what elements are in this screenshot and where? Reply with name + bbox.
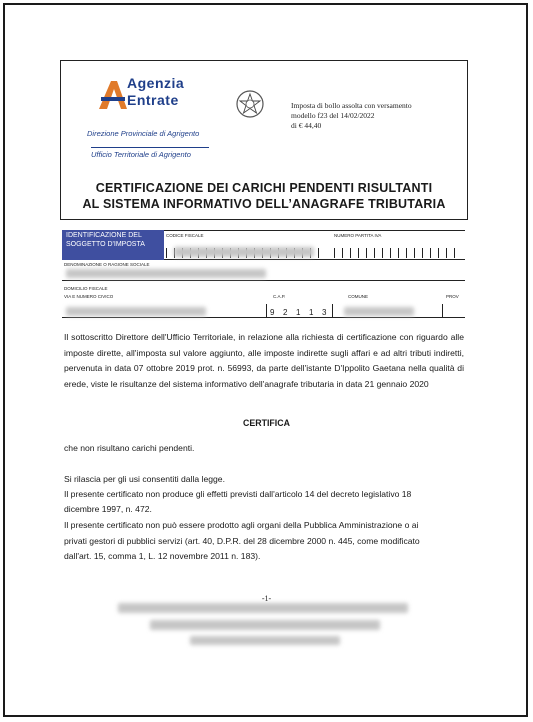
stamp-duty-note bbox=[291, 101, 412, 131]
logo-word-agenzia: Agenzia bbox=[127, 75, 185, 91]
agenzia-entrate-logo bbox=[95, 75, 225, 115]
organs-line-2: privati gestori di pubblici servizi (art. 40, D.P.R. del 28 dicembre 2000 n. 445, come modificato bbox=[64, 536, 420, 546]
stamp-duty-line: di € 44,40 bbox=[291, 121, 322, 130]
stamp-duty-line: modello f23 del 14/02/2022 bbox=[291, 111, 375, 120]
certificate-title-line1: CERTIFICAZIONE DEI CARICHI PENDENTI RISULTANTI bbox=[95, 181, 433, 195]
request-paragraph: Il sottoscritto Direttore dell'Ufficio Territoriale, in relazione alla richiesta di certificazione con riguardo alle imposte dirette, all'imposta sul valore aggiunto, alle imposte indirette sugli affari e ad altri tributi indiretti, pervenuta in data 07 ottobre 2019 prot. n. 56993, da parte dell'istante D'Ippolito Gaetana nella qualità di erede, viste le risultanze del sistema informativo dell'anagrafe tributaria in data 21 gennaio 2020 bbox=[64, 332, 464, 389]
cap-digit: 1 bbox=[296, 308, 301, 317]
taxpayer-id-label: IDENTIFICAZIONE DEL SOGGETTO D'IMPOSTA bbox=[62, 230, 164, 260]
redacted-comune bbox=[344, 307, 414, 316]
grid-rule bbox=[62, 280, 465, 281]
certificate-header bbox=[60, 60, 468, 220]
partita-iva-label: NUMERO PARTITA IVA bbox=[334, 233, 382, 238]
direzione-provinciale: Direzione Provinciale di Agrigento bbox=[87, 129, 200, 138]
cap-label: C.A.P. bbox=[273, 294, 286, 299]
office-divider bbox=[91, 147, 209, 148]
redacted-signature-line bbox=[118, 603, 408, 613]
organs-line-3: dall'art. 15, comma 1, L. 12 novembre 2011 n. 183). bbox=[64, 551, 261, 561]
effects-line-1: Il presente certificato non produce gli effetti previsti dall'articolo 14 del decreto legislativo 18 bbox=[64, 489, 412, 499]
via-label: VIA E NUMERO CIVICO bbox=[64, 294, 114, 299]
grid-rule bbox=[164, 230, 465, 231]
comune-label: COMUNE bbox=[348, 294, 368, 299]
cap-digit: 9 bbox=[270, 308, 275, 317]
certifica-heading: CERTIFICA bbox=[243, 418, 290, 428]
redacted-signature-line bbox=[150, 620, 380, 630]
cap-digit: 2 bbox=[283, 308, 288, 317]
taxpayer-identification-grid bbox=[62, 230, 465, 318]
organs-line-1: Il presente certificato non può essere prodotto agli organi della Pubblica Amministrazione o ai bbox=[64, 520, 419, 530]
legal-use-line: Si rilascia per gli usi consentiti dalla legge. bbox=[64, 474, 225, 484]
logo-word-entrate: Entrate bbox=[127, 92, 179, 108]
page-number: -1- bbox=[261, 594, 272, 603]
certificate-title-line2: AL SISTEMA INFORMATIVO DELL’ANAGRAFE TRIBUTARIA bbox=[82, 197, 446, 211]
prov-label: PROV bbox=[446, 294, 459, 299]
codice-fiscale-label: CODICE FISCALE bbox=[166, 233, 204, 238]
logo-a-mark-icon bbox=[95, 75, 131, 115]
cap-digit: 1 bbox=[309, 308, 314, 317]
redacted-denominazione bbox=[66, 269, 266, 278]
grid-rule bbox=[266, 304, 267, 317]
effects-line-2: dicembre 1997, n. 472. bbox=[64, 504, 152, 514]
redacted-codice-fiscale bbox=[174, 247, 314, 257]
denominazione-label: DENOMINAZIONE O RAGIONE SOCIALE bbox=[64, 262, 150, 267]
republic-emblem-icon bbox=[235, 89, 265, 119]
grid-rule bbox=[62, 317, 465, 318]
grid-rule bbox=[164, 259, 465, 260]
no-pending-charges-line: che non risultano carichi pendenti. bbox=[64, 443, 195, 453]
partita-iva-cells bbox=[334, 248, 462, 258]
domicilio-label: DOMICILIO FISCALE bbox=[64, 286, 108, 291]
redacted-signature-line bbox=[190, 636, 340, 645]
ufficio-territoriale: Ufficio Territoriale di Agrigento bbox=[91, 150, 191, 159]
redacted-address bbox=[66, 307, 206, 316]
grid-rule bbox=[332, 304, 333, 317]
stamp-duty-line: Imposta di bollo assolta con versamento bbox=[291, 101, 412, 110]
grid-rule bbox=[442, 304, 443, 317]
cap-digit: 3 bbox=[322, 308, 327, 317]
